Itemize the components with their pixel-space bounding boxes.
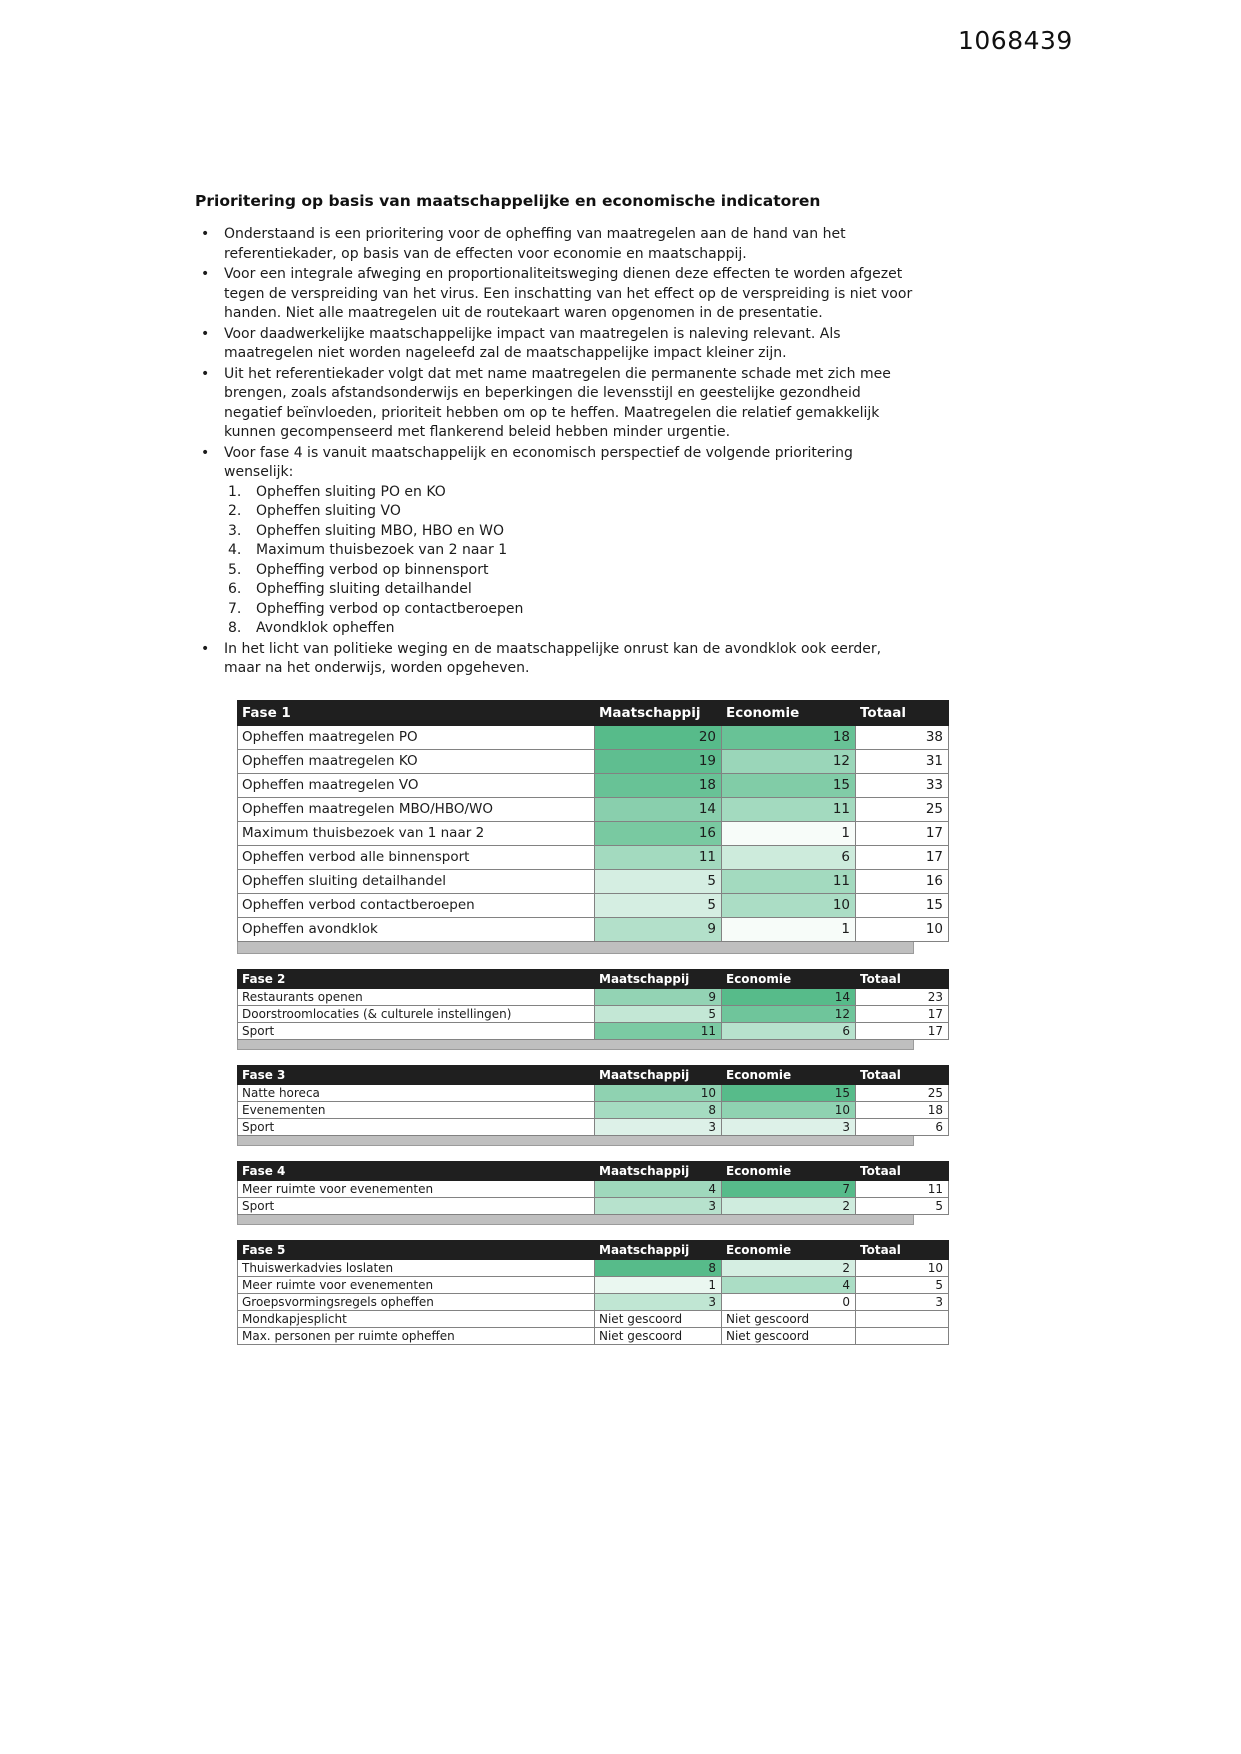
column-header: Totaal [856, 1240, 949, 1259]
column-header: Maatschappij [595, 1161, 722, 1180]
total-cell: 5 [856, 1276, 949, 1293]
page-title: Prioritering op basis van maatschappelijke en economische indicatoren [195, 192, 821, 210]
row-label: Doorstroomlocaties (& culturele instellingen) [238, 1005, 595, 1022]
score-cell: 9 [595, 988, 722, 1005]
score-cell: Niet gescoord [595, 1327, 722, 1344]
score-cell: 3 [722, 1118, 856, 1135]
priority-item: Opheffen sluiting MBO, HBO en WO [256, 522, 505, 539]
priority-item: Opheffen sluiting VO [256, 503, 401, 519]
total-cell [856, 1327, 949, 1344]
score-cell: 19 [595, 749, 722, 773]
priority-item: Opheffing sluiting detailhandel [256, 581, 472, 597]
table-row [238, 1327, 949, 1344]
page-number: 1068439 [958, 26, 1073, 55]
total-cell: 15 [856, 893, 949, 917]
score-cell: 2 [722, 1259, 856, 1276]
total-cell: 10 [856, 1259, 949, 1276]
bullet-text: Voor daadwerkelijke maatschappelijke impact van maatregelen is naleving relevant. Als maatregelen niet worden nageleefd zal de maatschappelijke impact kleiner zijn. [224, 325, 841, 361]
column-header: Totaal [856, 700, 949, 725]
table-row [238, 797, 949, 821]
score-cell: 1 [595, 1276, 722, 1293]
score-cell: Niet gescoord [722, 1327, 856, 1344]
column-header: Economie [722, 1161, 856, 1180]
bullet-item [195, 444, 919, 639]
score-cell: 20 [595, 725, 722, 749]
score-cell: 6 [722, 1022, 856, 1039]
table-row [238, 917, 949, 941]
total-cell: 18 [856, 1101, 949, 1118]
score-cell: 10 [722, 893, 856, 917]
total-cell: 17 [856, 821, 949, 845]
bullet-text: Voor fase 4 is vanuit maatschappelijk en economisch perspectief de volgende prioritering wenselijk: [224, 444, 853, 480]
row-label: Thuiswerkadvies loslaten [238, 1259, 595, 1276]
table-title: Fase 4 [238, 1161, 595, 1180]
table-row [238, 1293, 949, 1310]
table-row [238, 1118, 949, 1135]
row-label: Opheffen maatregelen PO [238, 725, 595, 749]
score-cell: 16 [595, 821, 722, 845]
score-cell: 11 [595, 1022, 722, 1039]
total-cell: 17 [856, 845, 949, 869]
column-header: Economie [722, 969, 856, 988]
row-label: Opheffen avondklok [238, 917, 595, 941]
table-row [238, 1084, 949, 1101]
total-cell: 10 [856, 917, 949, 941]
score-cell: 1 [722, 821, 856, 845]
priority-item: Opheffing verbod op binnensport [256, 561, 489, 578]
row-label: Sport [238, 1118, 595, 1135]
score-cell: 15 [722, 1084, 856, 1101]
total-cell: 16 [856, 869, 949, 893]
score-table-fase-3 [237, 1065, 949, 1136]
row-label: Opheffen sluiting detailhandel [238, 869, 595, 893]
table-title: Fase 3 [238, 1065, 595, 1084]
score-cell: 11 [722, 869, 856, 893]
score-cell: 18 [722, 725, 856, 749]
score-cell: 11 [595, 845, 722, 869]
row-label: Meer ruimte voor evenementen [238, 1180, 595, 1197]
separator-band [237, 1215, 914, 1225]
total-cell: 31 [856, 749, 949, 773]
score-cell: 3 [595, 1293, 722, 1310]
score-cell: Niet gescoord [722, 1310, 856, 1327]
score-cell: 18 [595, 773, 722, 797]
row-label: Opheffen maatregelen VO [238, 773, 595, 797]
score-cell: 8 [595, 1101, 722, 1118]
total-cell: 38 [856, 725, 949, 749]
total-cell: 25 [856, 797, 949, 821]
score-cell: 2 [722, 1197, 856, 1214]
score-cell: 3 [595, 1118, 722, 1135]
table-row [238, 869, 949, 893]
score-cell: 10 [595, 1084, 722, 1101]
row-label: Max. personen per ruimte opheffen [238, 1327, 595, 1344]
total-cell: 11 [856, 1180, 949, 1197]
column-header: Totaal [856, 1161, 949, 1180]
table-row [238, 1180, 949, 1197]
score-cell: 12 [722, 1005, 856, 1022]
row-label: Evenementen [238, 1101, 595, 1118]
row-label: Opheffen maatregelen KO [238, 749, 595, 773]
row-label: Opheffen maatregelen MBO/HBO/WO [238, 797, 595, 821]
bullet-list [195, 225, 919, 679]
score-cell: 9 [595, 917, 722, 941]
score-cell: 14 [595, 797, 722, 821]
score-cell: 5 [595, 1005, 722, 1022]
row-label: Sport [238, 1022, 595, 1039]
bullet-item [195, 265, 919, 324]
bullet-text: Uit het referentiekader volgt dat met name maatregelen die permanente schade met zich mee brengen, zoals afstandsonderwijs en beperkingen die levensstijl en geestelijke gezondheid negatief beïnvloeden, prioriteit hebben om op te heffen. Maatregelen die relatief gemakkelijk kunnen gecompenseerd met flankerend beleid hebben minder urgentie. [224, 365, 891, 440]
row-label: Natte horeca [238, 1084, 595, 1101]
table-row [238, 988, 949, 1005]
score-cell: 6 [722, 845, 856, 869]
score-cell: 5 [595, 893, 722, 917]
score-table-fase-2 [237, 969, 949, 1040]
row-label: Maximum thuisbezoek van 1 naar 2 [238, 821, 595, 845]
separator-band [237, 1040, 914, 1050]
score-cell: 12 [722, 749, 856, 773]
score-table-fase-5 [237, 1240, 949, 1345]
column-header: Maatschappij [595, 1240, 722, 1259]
priority-item: Avondklok opheffen [256, 620, 395, 636]
score-cell: 3 [595, 1197, 722, 1214]
column-header: Maatschappij [595, 969, 722, 988]
column-header: Maatschappij [595, 700, 722, 725]
table-row [238, 1022, 949, 1039]
column-header: Totaal [856, 1065, 949, 1084]
score-table-fase-1 [237, 700, 949, 942]
row-label: Mondkapjesplicht [238, 1310, 595, 1327]
score-cell: 4 [595, 1180, 722, 1197]
bullet-item [195, 365, 919, 443]
document-content [195, 192, 943, 1345]
score-cell: 11 [722, 797, 856, 821]
score-cell: 10 [722, 1101, 856, 1118]
row-label: Sport [238, 1197, 595, 1214]
table-row [238, 1005, 949, 1022]
table-row [238, 1101, 949, 1118]
score-cell: 15 [722, 773, 856, 797]
row-label: Opheffen verbod contactberoepen [238, 893, 595, 917]
bullet-item [195, 325, 919, 364]
table-row [238, 725, 949, 749]
total-cell: 17 [856, 1022, 949, 1039]
column-header: Totaal [856, 969, 949, 988]
score-cell: Niet gescoord [595, 1310, 722, 1327]
total-cell: 23 [856, 988, 949, 1005]
score-cell: 5 [595, 869, 722, 893]
table-title: Fase 2 [238, 969, 595, 988]
table-row [238, 1197, 949, 1214]
priority-item: Maximum thuisbezoek van 2 naar 1 [256, 542, 508, 558]
total-cell: 6 [856, 1118, 949, 1135]
row-label: Restaurants openen [238, 988, 595, 1005]
separator-band [237, 942, 914, 954]
column-header: Economie [722, 700, 856, 725]
total-cell: 5 [856, 1197, 949, 1214]
total-cell: 3 [856, 1293, 949, 1310]
separator-band [237, 1136, 914, 1146]
priority-item: Opheffen sluiting PO en KO [256, 483, 446, 500]
bullet-item [195, 640, 919, 679]
table-row [238, 893, 949, 917]
score-cell: 8 [595, 1259, 722, 1276]
score-cell: 4 [722, 1276, 856, 1293]
score-cell: 14 [722, 988, 856, 1005]
bullet-item [195, 225, 919, 264]
score-cell: 1 [722, 917, 856, 941]
column-header: Maatschappij [595, 1065, 722, 1084]
row-label: Opheffen verbod alle binnensport [238, 845, 595, 869]
score-cell: 7 [722, 1180, 856, 1197]
column-header: Economie [722, 1065, 856, 1084]
bullet-text: Onderstaand is een prioritering voor de opheffing van maatregelen aan de hand van het referentiekader, op basis van de effecten voor economie en maatschappij. [224, 226, 846, 262]
bullet-text: In het licht van politieke weging en de maatschappelijke onrust kan de avondklok ook eerder, maar na het onderwijs, worden opgeheven. [224, 640, 882, 676]
priority-list [224, 483, 919, 639]
table-row [238, 821, 949, 845]
table-row [238, 1310, 949, 1327]
score-cell: 0 [722, 1293, 856, 1310]
bullet-text: Voor een integrale afweging en proportionaliteitsweging dienen deze effecten te worden afgezet tegen de verspreiding van het virus. Een inschatting van het effect op de verspreiding is niet voor handen. Niet alle maatregelen uit de routekaart waren opgenomen in de presentatie. [224, 266, 913, 321]
table-row [238, 1259, 949, 1276]
total-cell [856, 1310, 949, 1327]
table-row [238, 1276, 949, 1293]
table-row [238, 773, 949, 797]
table-row [238, 749, 949, 773]
column-header: Economie [722, 1240, 856, 1259]
tables-section [237, 700, 943, 1345]
row-label: Groepsvormingsregels opheffen [238, 1293, 595, 1310]
total-cell: 17 [856, 1005, 949, 1022]
score-table-fase-4 [237, 1161, 949, 1215]
total-cell: 33 [856, 773, 949, 797]
priority-item: Opheffing verbod op contactberoepen [256, 600, 524, 617]
table-title: Fase 1 [238, 700, 595, 725]
row-label: Meer ruimte voor evenementen [238, 1276, 595, 1293]
table-row [238, 845, 949, 869]
table-title: Fase 5 [238, 1240, 595, 1259]
total-cell: 25 [856, 1084, 949, 1101]
